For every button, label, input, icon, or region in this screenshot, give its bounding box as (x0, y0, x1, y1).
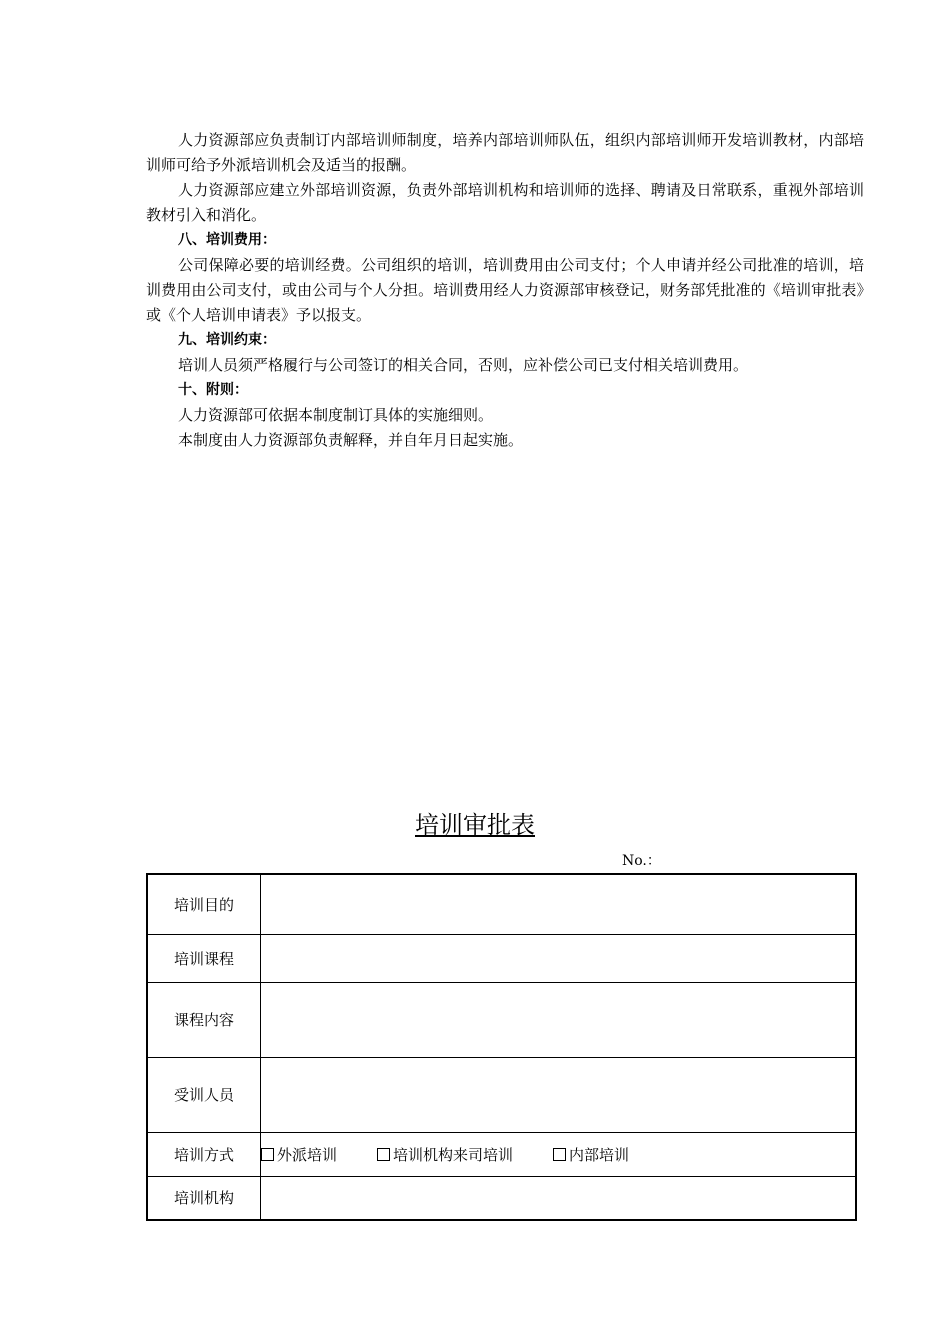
option-label: 外派培训 (277, 1145, 338, 1164)
paragraph-training-cost: 公司保障必要的培训经费。公司组织的培训，培训费用由公司支付；个人申请并经公司批准的培训，培训费用由公司支付，或由公司与个人分担。培训费用经人力资源部审核登记，财务部凭批准的《培训审批表》或《个人培训申请表》予以报支。 (146, 256, 864, 324)
row-label-course-content: 课程内容 (147, 982, 261, 1057)
training-purpose-field[interactable] (261, 874, 857, 934)
option-internal-training[interactable] (553, 1144, 629, 1165)
section-heading-training-constraint: 九、培训约束： (178, 332, 276, 348)
paragraph-appendix-2: 本制度由人力资源部负责解释，并自年月日起实施。 (178, 431, 524, 449)
checkbox-icon[interactable] (261, 1148, 274, 1161)
form-number-label: No.： (622, 853, 661, 869)
training-method-options (261, 1132, 857, 1176)
option-label: 培训机构来司培训 (393, 1145, 514, 1164)
option-label: 内部培训 (569, 1145, 630, 1164)
trainees-field[interactable] (261, 1057, 857, 1132)
section-heading-appendix: 十、附则： (178, 382, 248, 398)
row-label-training-institution: 培训机构 (147, 1176, 261, 1220)
table-row (147, 934, 856, 982)
table-row (147, 874, 856, 934)
training-course-field[interactable] (261, 934, 857, 982)
paragraph-internal-trainer: 人力资源部应负责制订内部培训师制度，培养内部培训师队伍，组织内部培训师开发培训教材，内部培训师可给予外派培训机会及适当的报酬。 (146, 131, 864, 174)
course-content-field[interactable] (261, 982, 857, 1057)
paragraph-external-resources: 人力资源部应建立外部培训资源，负责外部培训机构和培训师的选择、聘请及日常联系，重视外部培训教材引入和消化。 (146, 181, 864, 224)
option-institution-onsite-training[interactable] (377, 1144, 513, 1165)
table-row (147, 1132, 856, 1176)
paragraph-appendix-1: 人力资源部可依据本制度制订具体的实施细则。 (178, 406, 494, 424)
training-approval-table (146, 873, 857, 1221)
training-institution-field[interactable] (261, 1176, 857, 1220)
paragraph-training-constraint: 培训人员须严格履行与公司签订的相关合同，否则，应补偿公司已支付相关培训费用。 (178, 356, 749, 374)
form-title: 培训审批表 (415, 811, 535, 839)
checkbox-icon[interactable] (377, 1148, 390, 1161)
document-body (146, 128, 864, 453)
row-label-training-method: 培训方式 (147, 1132, 261, 1176)
section-heading-training-cost: 八、培训费用： (178, 232, 276, 248)
row-label-training-course: 培训课程 (147, 934, 261, 982)
row-label-trainees: 受训人员 (147, 1057, 261, 1132)
table-row (147, 982, 856, 1057)
row-label-training-purpose: 培训目的 (147, 874, 261, 934)
table-row (147, 1176, 856, 1220)
table-row (147, 1057, 856, 1132)
checkbox-icon[interactable] (553, 1148, 566, 1161)
option-external-training[interactable] (261, 1144, 337, 1165)
